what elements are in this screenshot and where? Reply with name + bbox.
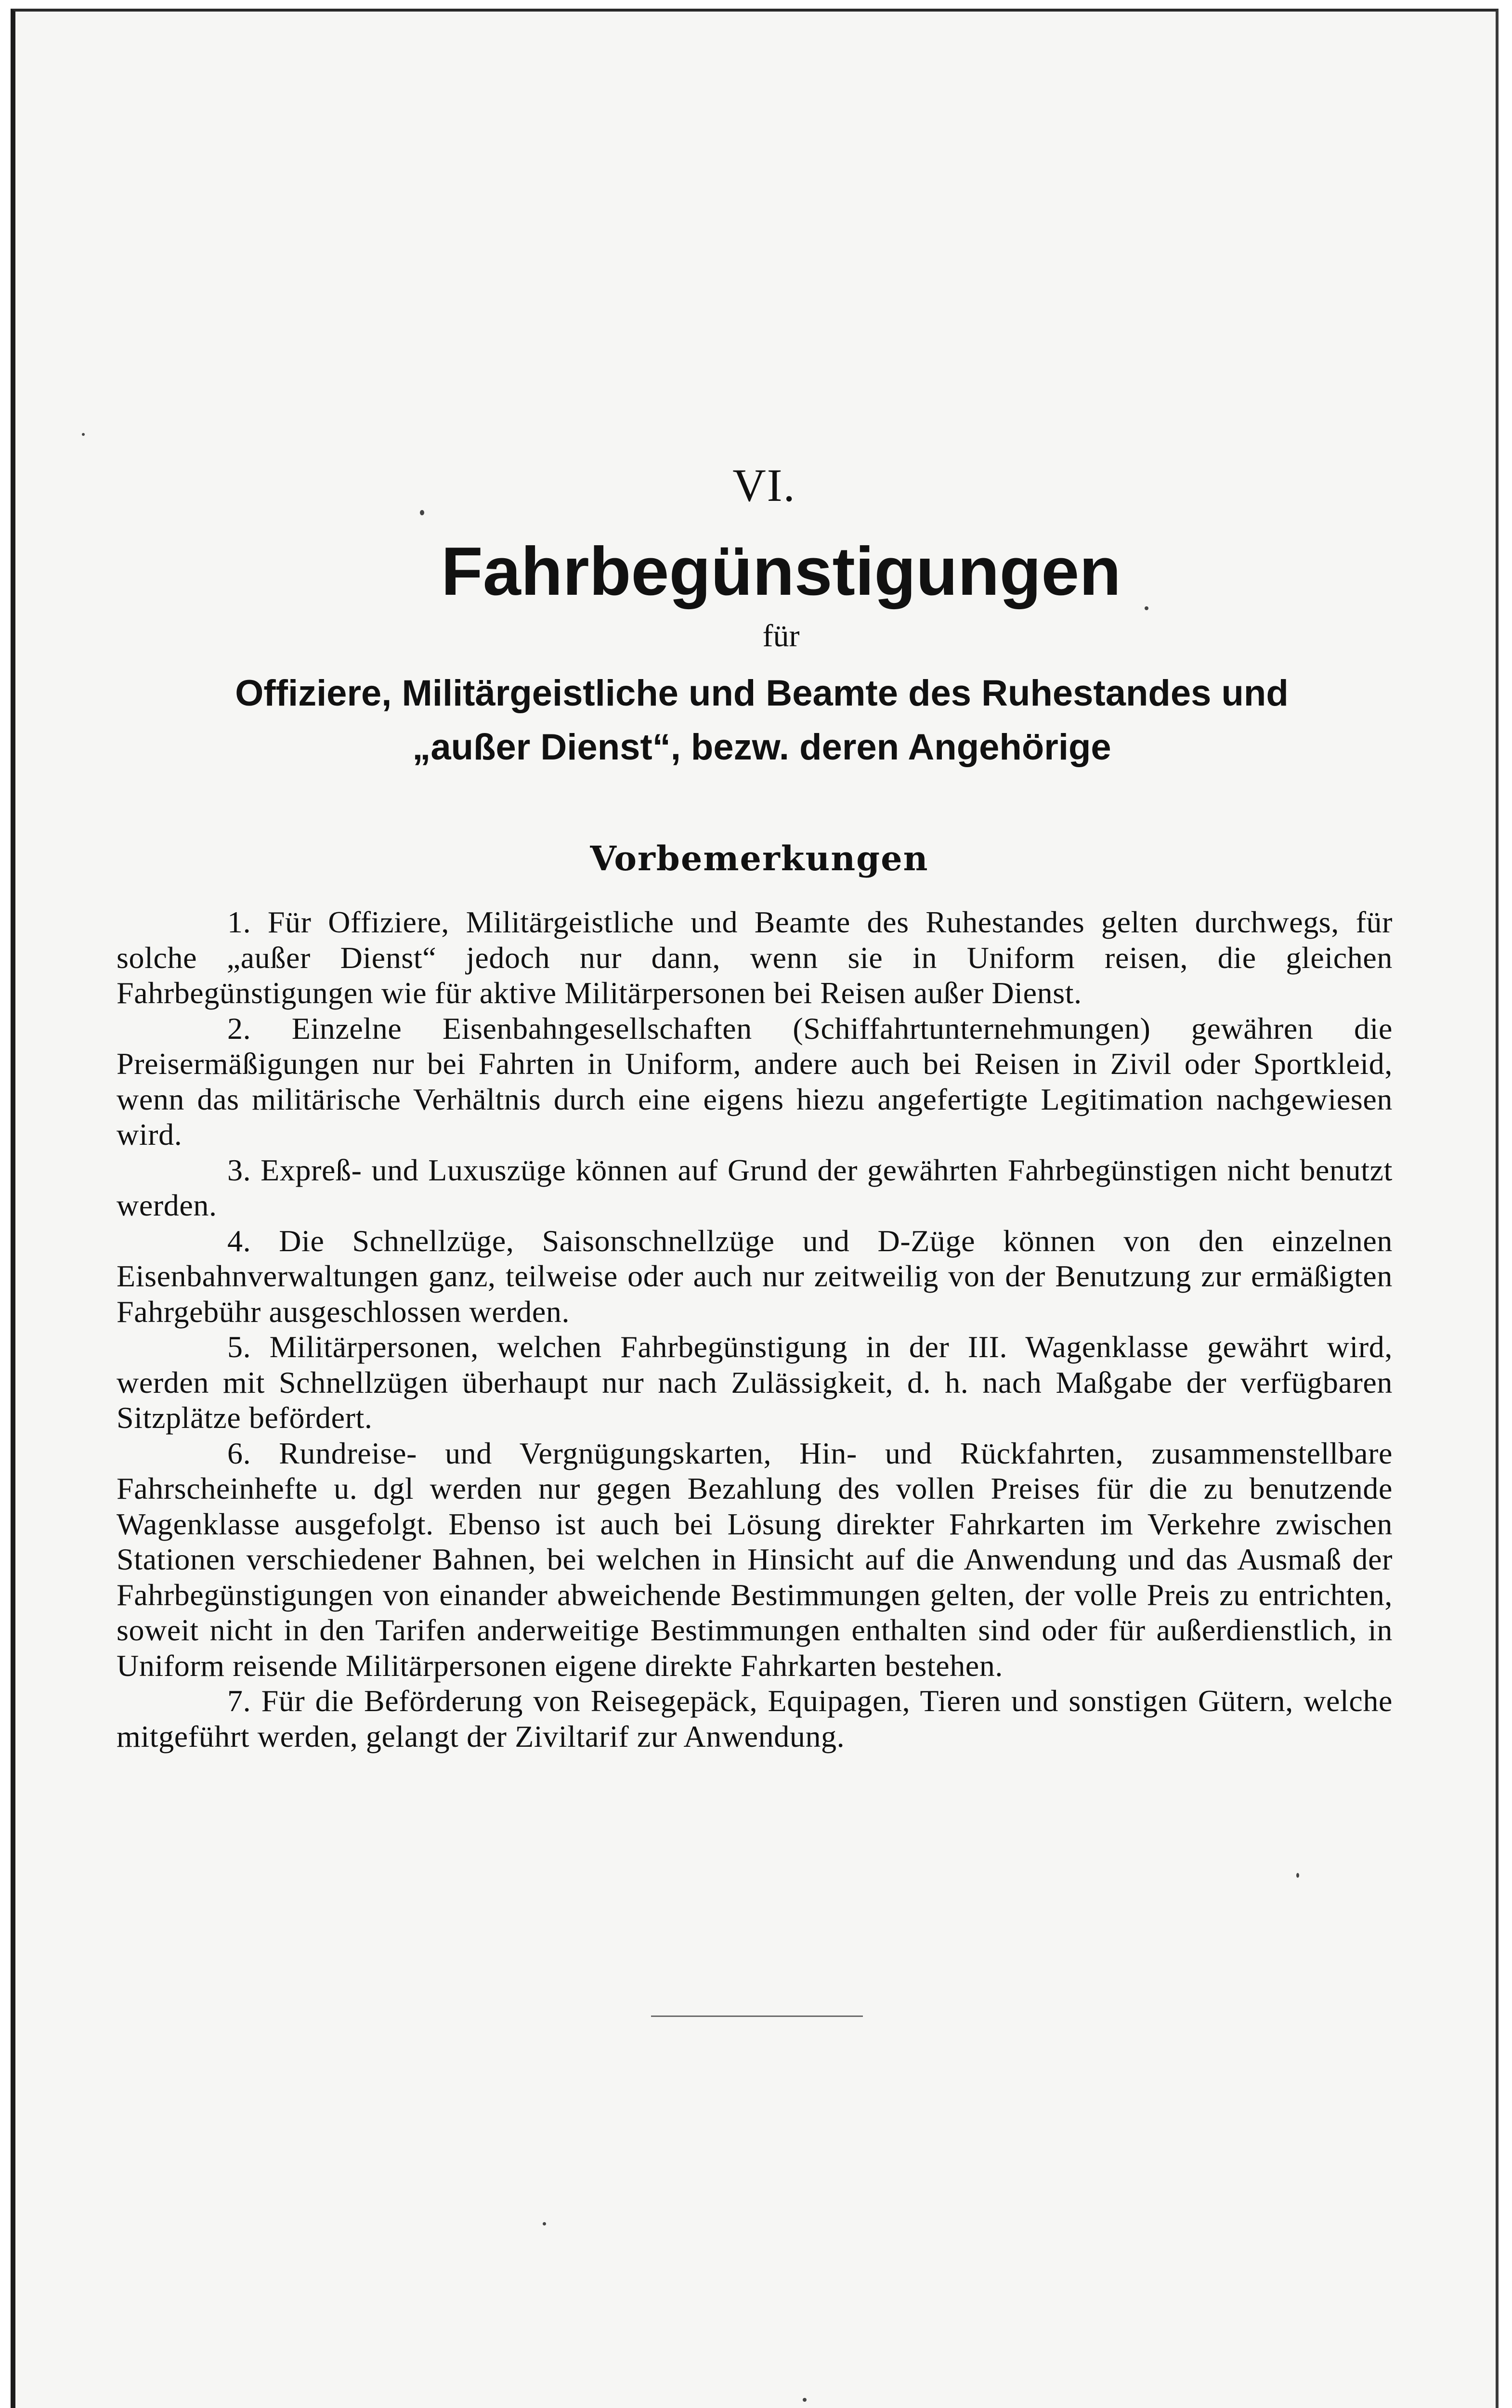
paragraph-5: 5. Militärpersonen, welchen Fahrbegünstigung in der III. Wagenklasse gewährt wird, werden mit Schnellzügen überhaupt nur nach Zulässigkeit, d. h. nach Maßgabe der verfügbaren Sitzplätze befördert. bbox=[117, 1330, 1393, 1435]
paragraph-6: 6. Rundreise- und Vergnügungskarten, Hin- und Rückfahrten, zusammenstellbare Fahrscheinhefte u. dgl werden nur gegen Bezahlung des vollen Preises für die zu benutzende Wagenklasse ausgefolgt. Ebenso ist auch bei Lösung direkter Fahrkarten im Verkehre zwischen Stationen verschiedener Bahnen, bei welchen in Hinsicht auf die Anwendung und das Ausmaß der Fahrbegünstigungen von einander abweichende Bestimmungen gelten, der volle Preis zu entrichten, soweit nicht in den Tarifen anderweitige Bestimmungen enthalten sind oder für außerdienstlich, in Uniform reisende Militärpersonen eigene direkte Fahrkarten bestehen. bbox=[117, 1436, 1393, 1683]
paragraph-2: 2. Einzelne Eisenbahngesellschaften (Schiffahrtunternehmungen) gewähren die Preisermäßigungen nur bei Fahrten in Uniform, andere auch bei Reisen in Zivil oder Sportkleid, wenn das militärische Verhältnis durch eine eigens hiezu angefertigte Legitimation nachgewiesen wird. bbox=[117, 1011, 1393, 1152]
paragraph-1: 1. Für Offiziere, Militärgeistliche und Beamte des Ruhestandes gelten durchwegs, für solche „außer Dienst“ jedoch nur dann, wenn sie in Uniform reisen, die gleichen Fahrbegünstigungen wie für aktive Militärpersonen bei Reisen außer Dienst. bbox=[117, 905, 1393, 1010]
title-connector: für bbox=[762, 618, 800, 654]
speck-mark bbox=[543, 2222, 546, 2225]
page-title: Fahrbegünstigungen bbox=[441, 533, 1121, 610]
speck-mark bbox=[82, 433, 85, 436]
subtitle bbox=[117, 667, 1393, 774]
paragraph-7: 7. Für die Beförderung von Reisegepäck, Equipagen, Tieren und sonstigen Gütern, welche mitgeführt werden, gelangt der Ziviltarif zur Anwendung. bbox=[117, 1684, 1393, 1754]
closing-rule bbox=[651, 2015, 863, 2017]
subtitle-line: „außer Dienst“, bezw. deren Angehörige bbox=[412, 727, 1111, 768]
section-heading: Vorbemerkungen bbox=[590, 838, 929, 878]
subtitle-line: Offiziere, Militärgeistliche und Beamte des Ruhestandes und bbox=[235, 673, 1289, 714]
chapter-number: VI. bbox=[732, 459, 796, 511]
paragraph-4: 4. Die Schnellzüge, Saisonschnellzüge und D-Züge können von den einzelnen Eisenbahnverwaltungen ganz, teilweise oder auch nur zeitweilig von der Benutzung zur ermäßigten Fahrgebühr ausgeschlossen werden. bbox=[117, 1223, 1393, 1329]
document-body bbox=[117, 459, 1393, 1754]
speck-mark bbox=[803, 2398, 807, 2402]
paragraph-3: 3. Expreß- und Luxuszüge können auf Grund der gewährten Fahrbegünstigen nicht benutzt werden. bbox=[117, 1152, 1393, 1222]
speck-mark bbox=[1296, 1873, 1299, 1878]
